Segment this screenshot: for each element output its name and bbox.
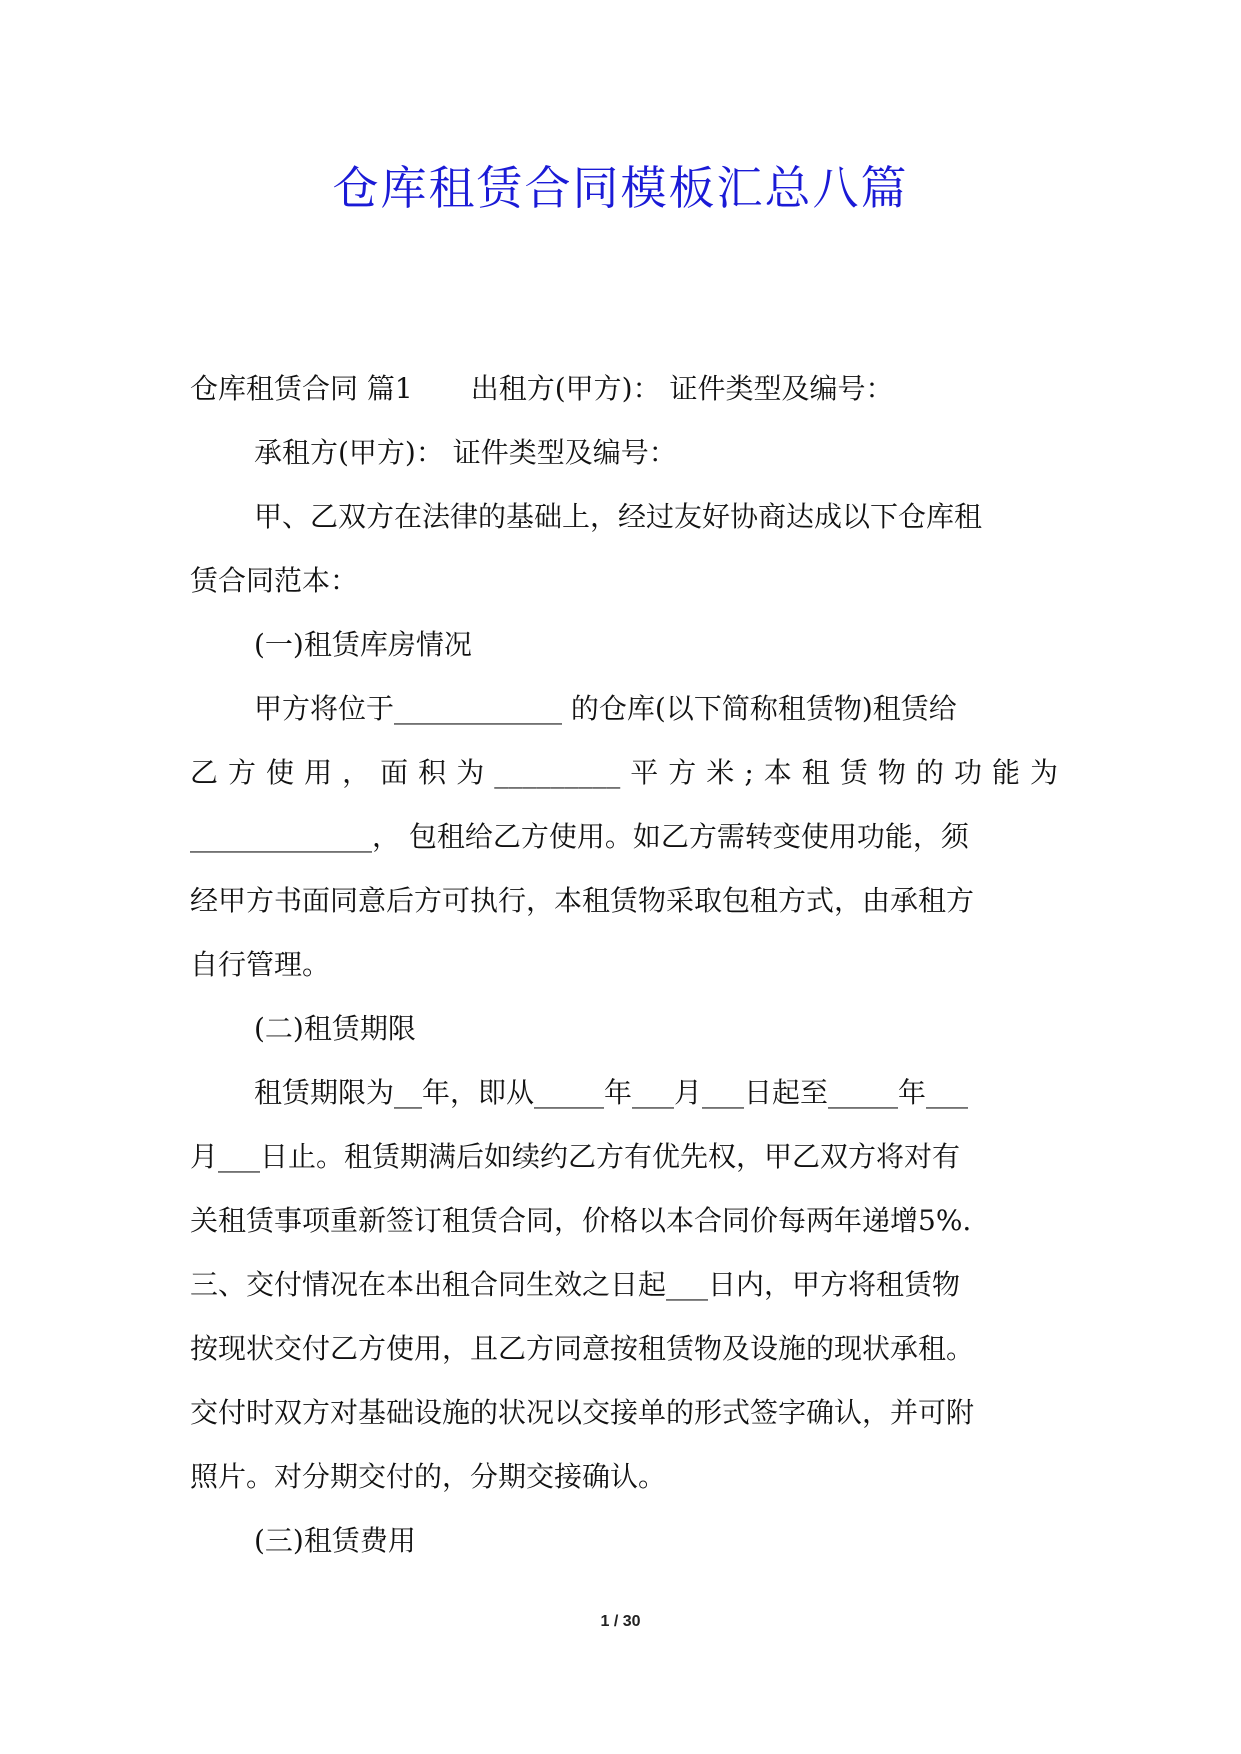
paragraph-line: 甲方将位于____________ 的仓库(以下简称租赁物)租赁给 bbox=[254, 692, 957, 725]
paragraph-line: 乙方使用，面积为_________平方米;本租赁物的功能为 bbox=[190, 756, 1058, 789]
page-number: 1 / 30 bbox=[600, 1613, 641, 1630]
paragraph-line bbox=[190, 357, 1058, 421]
paragraph-line: 租赁期限为__年，即从_____年___月___日起至_____年___ bbox=[254, 1076, 969, 1109]
document-body bbox=[190, 357, 1058, 1573]
paragraph-line: 月___日止。租赁期满后如续约乙方有优先权，甲乙双方将对有 bbox=[190, 1140, 961, 1173]
section-heading-1: 仓库租赁合同 篇1 bbox=[190, 372, 413, 405]
paragraph-line: 关租赁事项重新签订租赁合同，价格以本合同价每两年递增5%. bbox=[190, 1204, 972, 1237]
paragraph-line: 三、交付情况在本出租合同生效之日起___日内，甲方将租赁物 bbox=[190, 1268, 961, 1301]
paragraph-line: _____________， 包租给乙方使用。如乙方需转变使用功能，须 bbox=[190, 820, 969, 853]
section-heading: (一)租赁库房情况 bbox=[254, 628, 472, 661]
paragraph-line: 赁合同范本： bbox=[190, 564, 359, 597]
lessor-line: 出租方(甲方)： 证件类型及编号： bbox=[470, 372, 894, 405]
document-title: 仓库租赁合同模板汇总八篇 bbox=[332, 161, 909, 215]
section-heading: (三)租赁费用 bbox=[254, 1524, 416, 1557]
paragraph-line: 承租方(甲方)： 证件类型及编号： bbox=[254, 436, 677, 469]
paragraph-line: 按现状交付乙方使用，且乙方同意按租赁物及设施的现状承租。 bbox=[190, 1332, 975, 1365]
paragraph-line: 自行管理。 bbox=[190, 948, 331, 981]
paragraph-line: 经甲方书面同意后方可执行，本租赁物采取包租方式，由承租方 bbox=[190, 884, 975, 917]
paragraph-line: 甲、乙双方在法律的基础上，经过友好协商达成以下仓库租 bbox=[254, 500, 983, 533]
paragraph-line: 照片。对分期交付的，分期交接确认。 bbox=[190, 1460, 667, 1493]
section-heading: (二)租赁期限 bbox=[254, 1012, 416, 1045]
paragraph-line: 交付时双方对基础设施的状况以交接单的形式签字确认，并可附 bbox=[190, 1396, 975, 1429]
